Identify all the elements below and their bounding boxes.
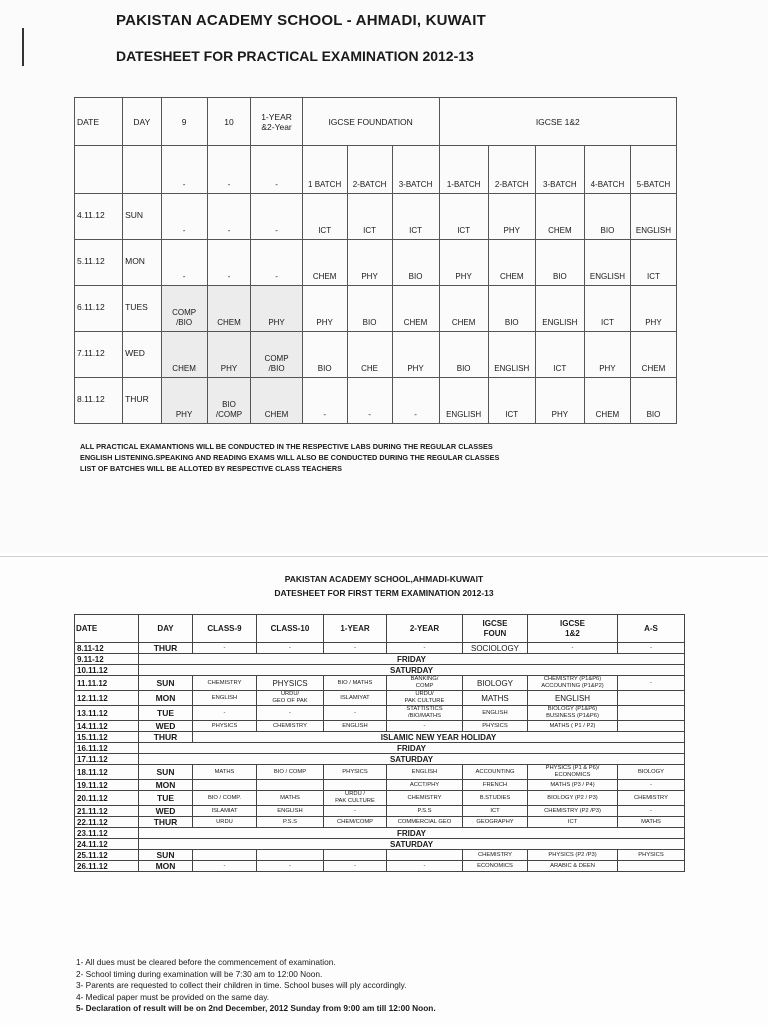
row-date: 9.11-12 — [75, 654, 139, 665]
row-date: 8.11.12 — [75, 378, 123, 424]
practical-row — [75, 286, 677, 332]
row-date: 26.11.12 — [75, 861, 139, 872]
row-date: 15.11.12 — [75, 732, 139, 743]
subject-cell: MATHS — [193, 765, 257, 780]
row-day: TUE — [139, 791, 193, 806]
subject-cell: - — [324, 806, 387, 817]
subject-cell: PHY — [535, 378, 584, 424]
first-term-header-cell: IGCSE FOUN — [463, 615, 528, 643]
subject-cell: MATHS ( P1 / P2) — [528, 721, 618, 732]
subject-cell: PHY — [207, 332, 251, 378]
subject-cell: - — [193, 861, 257, 872]
subject-cell: - — [528, 643, 618, 654]
row-day: THUR — [139, 732, 193, 743]
subject-cell: BIO — [347, 286, 392, 332]
row-date: 10.11.12 — [75, 665, 139, 676]
batch-cell: 1-BATCH — [439, 146, 488, 194]
practical-table — [74, 97, 677, 424]
practical-row — [75, 332, 677, 378]
header-igcse-1-2: IGCSE 1&2 — [439, 98, 676, 146]
subject-cell: ICT — [347, 194, 392, 240]
row-date: 23.11.12 — [75, 828, 139, 839]
subject-cell: CHEMISTRY — [463, 850, 528, 861]
subject-cell: CHEM — [535, 194, 584, 240]
merged-day-cell: ISLAMIC NEW YEAR HOLIDAY — [193, 732, 685, 743]
header-9: 9 — [161, 98, 207, 146]
subject-cell — [324, 850, 387, 861]
subject-cell: BIOLOGY — [463, 676, 528, 691]
subject-cell: - — [193, 706, 257, 721]
subject-cell: ICT — [584, 286, 630, 332]
subject-cell: COMMERCIAL GEO — [387, 817, 463, 828]
first-term-note: 2- School timing during examination will be 7:30 am to 12:00 Noon. — [76, 968, 323, 979]
row-date: 11.11.12 — [75, 676, 139, 691]
subject-cell: BIO — [439, 332, 488, 378]
subject-cell: PHYSICS (P1 & P6)/ ECONOMICS — [528, 765, 618, 780]
row-date: 24.11.12 — [75, 839, 139, 850]
row-day: SUN — [139, 765, 193, 780]
subject-cell — [387, 850, 463, 861]
row-date: 16.11.12 — [75, 743, 139, 754]
first-term-row — [75, 743, 685, 754]
first-term-row — [75, 643, 685, 654]
first-term-note: 5- Declaration of result will be on 2nd December, 2012 Sunday from 9:00 am till 12:00 Noon. — [76, 1003, 436, 1013]
first-term-row — [75, 839, 685, 850]
subject-cell: ACCT/PHY — [387, 780, 463, 791]
subject-cell: MATHS (P3 / P4) — [528, 780, 618, 791]
subject-cell — [257, 780, 324, 791]
row-day: MON — [139, 691, 193, 706]
subject-cell: ENGLISH — [257, 806, 324, 817]
subject-cell: P.S.S — [387, 806, 463, 817]
subject-cell: MATHS — [257, 791, 324, 806]
subject-cell: CHEMISTRY — [387, 791, 463, 806]
row-day: THUR — [123, 378, 161, 424]
row-date: 21.11.12 — [75, 806, 139, 817]
batch-cell: 1 BATCH — [302, 146, 347, 194]
row-day: TUES — [123, 286, 161, 332]
first-term-header-cell: DATE — [75, 615, 139, 643]
row-day: SUN — [123, 194, 161, 240]
subject-cell: BIO / COMP. — [193, 791, 257, 806]
header-1year-2year: 1-YEAR &2-Year — [251, 98, 302, 146]
subject-cell: BIO /COMP — [207, 378, 251, 424]
first-term-row — [75, 676, 685, 691]
subject-cell: - — [618, 676, 685, 691]
subject-cell: ICT — [392, 194, 439, 240]
header-igcse-foundation: IGCSE FOUNDATION — [302, 98, 439, 146]
batch-cell — [75, 146, 123, 194]
subject-cell: ISLAMIAT — [193, 806, 257, 817]
subject-cell: BIO — [392, 240, 439, 286]
subject-cell: ISLAMIYAT — [324, 691, 387, 706]
subject-cell: - — [618, 806, 685, 817]
first-term-header-cell: A-S — [618, 615, 685, 643]
first-term-row — [75, 732, 685, 743]
subject-cell: B.STUDIES — [463, 791, 528, 806]
first-term-row — [75, 706, 685, 721]
subject-cell: URDU / PAK CULTURE — [324, 791, 387, 806]
row-date: 17.11.12 — [75, 754, 139, 765]
row-date: 6.11.12 — [75, 286, 123, 332]
first-term-row — [75, 654, 685, 665]
subject-cell: CHE — [347, 332, 392, 378]
first-term-row — [75, 861, 685, 872]
subject-cell: P.S.S — [257, 817, 324, 828]
subject-cell: URDU/ PAK CULTURE — [387, 691, 463, 706]
first-term-header-cell: DAY — [139, 615, 193, 643]
first-term-table — [74, 614, 685, 872]
first-term-datesheet-page — [0, 556, 768, 1025]
first-term-header-cell: CLASS-10 — [257, 615, 324, 643]
subject-cell — [193, 850, 257, 861]
binder-mark — [22, 28, 24, 66]
header-day: DAY — [123, 98, 161, 146]
subject-cell: - — [392, 378, 439, 424]
subject-cell: ENGLISH — [535, 286, 584, 332]
subject-cell: BIO — [584, 194, 630, 240]
row-date: 8.11-12 — [75, 643, 139, 654]
subject-cell: CHEM — [251, 378, 302, 424]
subject-cell: BIOLOGY (P2 / P3) — [528, 791, 618, 806]
subject-cell: BIO — [630, 378, 676, 424]
subject-cell: - — [251, 194, 302, 240]
practical-title: DATESHEET FOR PRACTICAL EXAMINATION 2012-13 — [116, 48, 474, 64]
subject-cell: BIO / MATHS — [324, 676, 387, 691]
subject-cell: CHEM — [207, 286, 251, 332]
subject-cell — [257, 850, 324, 861]
subject-cell: ENGLISH — [463, 706, 528, 721]
subject-cell: PHYSICS — [618, 850, 685, 861]
subject-cell: BIOLOGY — [618, 765, 685, 780]
subject-cell: - — [387, 861, 463, 872]
row-date: 5.11.12 — [75, 240, 123, 286]
subject-cell: ENGLISH — [528, 691, 618, 706]
subject-cell: - — [251, 240, 302, 286]
first-term-row — [75, 806, 685, 817]
subject-cell: - — [347, 378, 392, 424]
first-term-header-cell: CLASS-9 — [193, 615, 257, 643]
first-term-header-cell: IGCSE 1&2 — [528, 615, 618, 643]
subject-cell: FRENCH — [463, 780, 528, 791]
row-date: 25.11.12 — [75, 850, 139, 861]
row-date: 14.11.12 — [75, 721, 139, 732]
first-term-rows — [75, 643, 685, 872]
first-term-header-row — [75, 615, 685, 643]
subject-cell: ICT — [463, 806, 528, 817]
subject-cell: CHEM — [630, 332, 676, 378]
subject-cell: ICT — [630, 240, 676, 286]
subject-cell: - — [161, 194, 207, 240]
subject-cell: PHY — [161, 378, 207, 424]
first-term-row — [75, 791, 685, 806]
subject-cell — [618, 721, 685, 732]
subject-cell: - — [257, 643, 324, 654]
subject-cell: STATTISTICS /BIO/MATHS — [387, 706, 463, 721]
row-day: THUR — [139, 643, 193, 654]
subject-cell: - — [207, 194, 251, 240]
subject-cell: PHYSICS — [324, 765, 387, 780]
subject-cell: CHEMISTRY (P1&P6) ACCOUNTING (P1&P2) — [528, 676, 618, 691]
merged-day-cell: FRIDAY — [139, 654, 685, 665]
subject-cell: PHY — [347, 240, 392, 286]
practical-note: LIST OF BATCHES WILL BE ALLOTED BY RESPECTIVE CLASS TEACHERS — [80, 464, 343, 473]
subject-cell: BIO — [488, 286, 535, 332]
subject-cell: PHYSICS — [463, 721, 528, 732]
row-day: TUE — [139, 706, 193, 721]
subject-cell: ENGLISH — [324, 721, 387, 732]
batch-cell: - — [207, 146, 251, 194]
subject-cell: ECONOMICS — [463, 861, 528, 872]
subject-cell: - — [324, 861, 387, 872]
subject-cell: - — [324, 643, 387, 654]
subject-cell — [618, 706, 685, 721]
subject-cell: COMP /BIO — [251, 332, 302, 378]
row-date: 13.11.12 — [75, 706, 139, 721]
batch-cell: 2-BATCH — [347, 146, 392, 194]
practical-rows — [75, 194, 677, 424]
row-day: WED — [123, 332, 161, 378]
subject-cell: - — [193, 643, 257, 654]
subject-cell: CHEM — [488, 240, 535, 286]
subject-cell: CHEM — [439, 286, 488, 332]
batch-cell: 4-BATCH — [584, 146, 630, 194]
subject-cell: MATHS — [618, 817, 685, 828]
first-term-note: 4- Medical paper must be provided on the same day. — [76, 991, 270, 1002]
subject-cell: - — [257, 706, 324, 721]
subject-cell: ENGLISH — [630, 194, 676, 240]
subject-cell: PHY — [251, 286, 302, 332]
subject-cell: CHEM — [302, 240, 347, 286]
first-term-row — [75, 691, 685, 706]
subject-cell: PHY — [488, 194, 535, 240]
subject-cell — [193, 780, 257, 791]
subject-cell: CHEMISTRY — [618, 791, 685, 806]
subject-cell: ACCOUNTING — [463, 765, 528, 780]
subject-cell: - — [207, 240, 251, 286]
school-heading: PAKISTAN ACADEMY SCHOOL - AHMADI, KUWAIT — [116, 12, 486, 29]
batch-row — [75, 146, 677, 194]
subject-cell: ICT — [439, 194, 488, 240]
subject-cell: ICT — [528, 817, 618, 828]
row-day: MON — [123, 240, 161, 286]
subject-cell: - — [618, 643, 685, 654]
first-term-row — [75, 765, 685, 780]
row-date: 19.11.12 — [75, 780, 139, 791]
subject-cell: PHY — [439, 240, 488, 286]
row-date: 20.11.12 — [75, 791, 139, 806]
subject-cell: SOCIOLOGY — [463, 643, 528, 654]
subject-cell: - — [302, 378, 347, 424]
batch-cell: 5-BATCH — [630, 146, 676, 194]
merged-day-cell: SATURDAY — [139, 665, 685, 676]
subject-cell: BANKING/ COMP — [387, 676, 463, 691]
row-date: 22.11.12 — [75, 817, 139, 828]
subject-cell: CHEM — [392, 286, 439, 332]
row-day: SUN — [139, 850, 193, 861]
subject-cell: BIO / COMP — [257, 765, 324, 780]
practical-note: ENGLISH LISTENING.SPEAKING AND READING EXAMS WILL ALSO BE CONDUCTED DURING THE REGULAR CLASSES — [80, 453, 500, 462]
practical-row — [75, 194, 677, 240]
subject-cell: ICT — [535, 332, 584, 378]
row-date: 4.11.12 — [75, 194, 123, 240]
subject-cell: BIO — [535, 240, 584, 286]
row-day: SUN — [139, 676, 193, 691]
subject-cell: ENGLISH — [193, 691, 257, 706]
row-date: 18.11.12 — [75, 765, 139, 780]
first-term-row — [75, 780, 685, 791]
first-term-row — [75, 850, 685, 861]
subject-cell: ENGLISH — [488, 332, 535, 378]
first-term-title: DATESHEET FOR FIRST TERM EXAMINATION 2012-13 — [274, 588, 494, 598]
first-term-header-cell: 1-YEAR — [324, 615, 387, 643]
subject-cell: - — [387, 721, 463, 732]
subject-cell: ICT — [302, 194, 347, 240]
first-term-row — [75, 754, 685, 765]
subject-cell — [324, 780, 387, 791]
subject-cell: URDU — [193, 817, 257, 828]
merged-day-cell: FRIDAY — [139, 828, 685, 839]
first-term-row — [75, 828, 685, 839]
subject-cell: PHY — [630, 286, 676, 332]
subject-cell — [618, 861, 685, 872]
first-term-notes — [76, 957, 436, 1015]
subject-cell: CHEMISTRY (P2 /P3) — [528, 806, 618, 817]
batch-cell: 3-BATCH — [535, 146, 584, 194]
subject-cell: COMP /BIO — [161, 286, 207, 332]
subject-cell: - — [161, 240, 207, 286]
merged-day-cell: SATURDAY — [139, 754, 685, 765]
subject-cell: ARABIC & DEEN — [528, 861, 618, 872]
header-date: DATE — [75, 98, 123, 146]
batch-cell: - — [251, 146, 302, 194]
subject-cell: MATHS — [463, 691, 528, 706]
subject-cell: BIOLOGY (P1&P6) BUSINESS (P1&P6) — [528, 706, 618, 721]
subject-cell: CHEM — [584, 378, 630, 424]
practical-row — [75, 240, 677, 286]
subject-cell: CHEMISTRY — [257, 721, 324, 732]
header-10: 10 — [207, 98, 251, 146]
row-date: 7.11.12 — [75, 332, 123, 378]
row-date: 12.11.12 — [75, 691, 139, 706]
subject-cell: PHYSICS — [193, 721, 257, 732]
batch-cell — [123, 146, 161, 194]
row-day: MON — [139, 861, 193, 872]
subject-cell — [618, 691, 685, 706]
subject-cell: ENGLISH — [439, 378, 488, 424]
row-day: WED — [139, 806, 193, 817]
school-heading-2: PAKISTAN ACADEMY SCHOOL,AHMADI-KUWAIT — [284, 574, 484, 584]
first-term-row — [75, 721, 685, 732]
subject-cell: ICT — [488, 378, 535, 424]
first-term-row — [75, 665, 685, 676]
practical-notes — [80, 440, 499, 476]
subject-cell: GEOGRAPHY — [463, 817, 528, 828]
batch-cell: 3-BATCH — [392, 146, 439, 194]
subject-cell: PHY — [302, 286, 347, 332]
subject-cell: URDU/ GEO OF PAK — [257, 691, 324, 706]
row-day: MON — [139, 780, 193, 791]
subject-cell: - — [387, 643, 463, 654]
subject-cell: CHEMISTRY — [193, 676, 257, 691]
merged-day-cell: FRIDAY — [139, 743, 685, 754]
header-row — [75, 98, 677, 146]
practical-row — [75, 378, 677, 424]
subject-cell: PHYSICS — [257, 676, 324, 691]
subject-cell: ENGLISH — [387, 765, 463, 780]
batch-cell: - — [161, 146, 207, 194]
merged-day-cell: SATURDAY — [139, 839, 685, 850]
subject-cell: ENGLISH — [584, 240, 630, 286]
first-term-note: 3- Parents are requested to collect their children in time. School buses will ply accordingly. — [76, 980, 407, 990]
row-day: WED — [139, 721, 193, 732]
first-term-row — [75, 817, 685, 828]
subject-cell: - — [257, 861, 324, 872]
batch-cell: 2-BATCH — [488, 146, 535, 194]
subject-cell: PHY — [392, 332, 439, 378]
first-term-note: 1- All dues must be cleared before the commencement of examination. — [76, 957, 336, 967]
subject-cell: - — [324, 706, 387, 721]
first-term-header-cell: 2-YEAR — [387, 615, 463, 643]
subject-cell: CHEM — [161, 332, 207, 378]
subject-cell: BIO — [302, 332, 347, 378]
subject-cell: PHYSICS (P2 /P3) — [528, 850, 618, 861]
row-day: THUR — [139, 817, 193, 828]
subject-cell: CHEM/COMP — [324, 817, 387, 828]
practical-note: ALL PRACTICAL EXAMANTIONS WILL BE CONDUCTED IN THE RESPECTIVE LABS DURING THE REGULAR CLASSES — [80, 442, 493, 451]
subject-cell: PHY — [584, 332, 630, 378]
subject-cell: - — [618, 780, 685, 791]
